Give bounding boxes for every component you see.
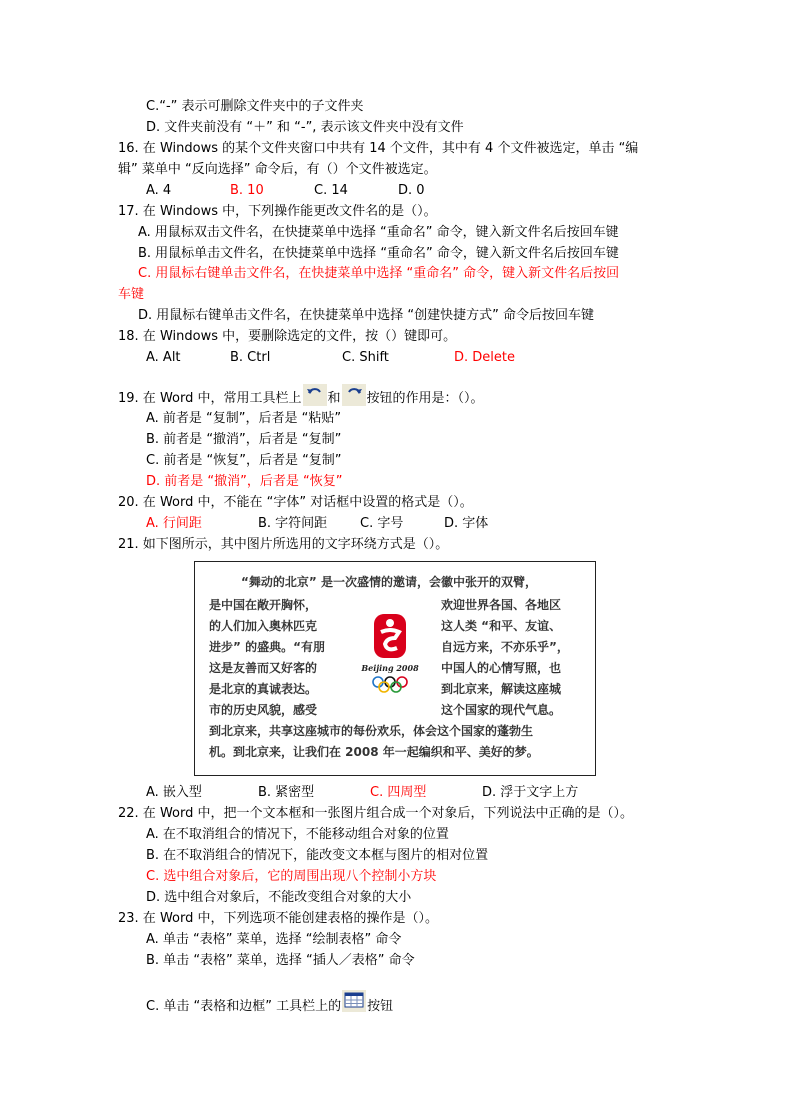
figure-left-1: 是中国在敞开胸怀， xyxy=(209,598,318,612)
q22-option-c: C. 选中组合对象后，它的周围出现八个控制小方块 xyxy=(146,869,437,884)
redo-icon xyxy=(342,384,366,406)
q17-option-b: B. 用鼠标单击文件名，在快捷菜单中选择 “重命名” 命令，键入新文件名后按回车键 xyxy=(138,246,619,261)
q22-option-d: D. 选中组合对象后，不能改变组合对象的大小 xyxy=(146,890,412,905)
q19-stem-after: 按钮的作用是：（）。 xyxy=(366,391,484,406)
q18-option-b: B. Ctrl xyxy=(230,350,271,365)
q18-options xyxy=(146,350,515,366)
q16-option-d: D. 0 xyxy=(398,183,425,198)
q20-options xyxy=(146,516,488,532)
q22-option-a: A. 在不取消组合的情况下，不能移动组合对象的位置 xyxy=(146,827,449,842)
q21-option-b: B. 紧密型 xyxy=(258,785,315,800)
q17-option-a: A. 用鼠标双击文件名，在快捷菜单中选择 “重命名” 命令，键入新文件名后按回车键 xyxy=(138,225,619,240)
q17-option-d: D. 用鼠标右键单击文件名，在快捷菜单中选择 “创建快捷方式” 命令后按回车键 xyxy=(138,308,595,323)
q19-stem-mid: 和 xyxy=(327,391,341,406)
q17-option-c-wrap: 车键 xyxy=(118,287,145,302)
q15-option-c: C.“-” 表示可删除文件夹中的子文件夹 xyxy=(146,99,364,114)
q19-option-b: B. 前者是 “撤消”，后者是 “复制” xyxy=(146,432,342,447)
q16-option-b: B. 10 xyxy=(230,183,264,198)
figure-right-4: 中国人的心情写照，也 xyxy=(441,661,562,675)
q19-stem xyxy=(118,384,484,407)
q21-option-d: D. 浮于文字上方 xyxy=(482,785,579,800)
figure-bottom-2: 机。到北京来，让我们在 2008 年一起编织和平、美好的梦。 xyxy=(209,745,539,759)
q16-option-a: A. 4 xyxy=(146,183,172,198)
q18-stem: 18. 在 Windows 中，要删除选定的文件，按（）键即可。 xyxy=(118,329,457,344)
q16-option-c: C. 14 xyxy=(314,183,348,198)
q23-option-c-before: C. 单击 “表格和边框” 工具栏上的 xyxy=(146,999,342,1014)
q23-option-c-after: 按钮 xyxy=(367,999,394,1014)
q18-option-c: C. Shift xyxy=(342,350,389,365)
q20-option-b: B. 字符间距 xyxy=(258,516,328,531)
figure-line-1: “舞动的北京” 是一次盛情的邀请，会徽中张开的双臂， xyxy=(241,575,537,589)
figure-left-4: 这是友善而又好客的 xyxy=(209,661,318,675)
figure-right-6: 这个国家的现代气息。 xyxy=(441,703,562,717)
q16-options xyxy=(146,183,425,199)
q23-option-a: A. 单击 “表格” 菜单，选择 “绘制表格” 命令 xyxy=(146,932,402,947)
q22-stem: 22. 在 Word 中，把一个文本框和一张图片组合成一个对象后，下列说法中正确的是（）。 xyxy=(118,806,633,821)
q21-option-c: C. 四周型 xyxy=(370,785,427,800)
q23-stem: 23. 在 Word 中，下列选项不能创建表格的操作是（）。 xyxy=(118,911,438,926)
q17-option-c: C. 用鼠标右键单击文件名，在快捷菜单中选择 “重命名” 命令，键入新文件名后按回 xyxy=(138,266,620,281)
q22-option-b: B. 在不取消组合的情况下，能改变文本框与图片的相对位置 xyxy=(146,848,489,863)
q21-stem: 21. 如下图所示，其中图片所选用的文字环绕方式是（）。 xyxy=(118,537,449,552)
undo-icon xyxy=(303,384,327,406)
q17-stem: 17. 在 Windows 中，下列操作能更改文件名的是（）。 xyxy=(118,204,437,219)
q19-stem-before: 19. 在 Word 中，常用工具栏上 xyxy=(118,391,302,406)
q20-stem: 20. 在 Word 中，不能在 “字体” 对话框中设置的格式是（）。 xyxy=(118,495,473,510)
figure-right-1: 欢迎世界各国、各地区 xyxy=(441,598,562,612)
q18-option-d: D. Delete xyxy=(454,350,515,365)
q23-option-b: B. 单击 “表格” 菜单，选择 “插人／表格” 命令 xyxy=(146,953,415,968)
q20-option-d: D. 字体 xyxy=(444,516,489,531)
figure-right-3: 自远方来，不亦乐乎”， xyxy=(441,640,569,654)
figure-right-2: 这人类 “和平、友谊、 xyxy=(441,619,562,633)
q19-option-d: D. 前者是 “撤消”，后者是 “恢复” xyxy=(146,474,343,489)
figure-right-5: 到北京来，解读这座城 xyxy=(441,682,562,696)
q21-option-a: A. 嵌入型 xyxy=(146,785,202,800)
beijing-olympics-logo xyxy=(357,614,423,714)
figure-left-5: 是北京的真诚表达。 xyxy=(209,682,318,696)
text-wrap-figure xyxy=(194,561,596,776)
q18-option-a: A. Alt xyxy=(146,350,181,365)
figure-left-3: 进步” 的盛典。“有朋 xyxy=(209,640,325,654)
q19-option-a: A. 前者是 “复制”，后者是 “粘贴” xyxy=(146,411,342,426)
svg-text:Beijing 2008: Beijing 2008 xyxy=(361,663,419,673)
q21-options xyxy=(146,785,578,801)
q23-option-c xyxy=(146,990,393,1015)
figure-left-6: 市的历史风貌，感受 xyxy=(209,703,318,717)
q16-stem-line1: 16. 在 Windows 的某个文件夹窗口中共有 14 个文件，其中有 4 个文件被选定，单击 “编 xyxy=(118,141,639,156)
q20-option-c: C. 字号 xyxy=(360,516,404,531)
q19-option-c: C. 前者是 “恢复”，后者是 “复制” xyxy=(146,453,342,468)
figure-left-2: 的人们加入奥林匹克 xyxy=(209,619,318,633)
figure-bottom-1: 到北京来，共享这座城市的每份欢乐，体会这个国家的蓬勃生 xyxy=(209,724,534,738)
q15-option-d: D. 文件夹前没有 “＋” 和 “-”, 表示该文件夹中没有文件 xyxy=(146,120,464,135)
insert-table-icon xyxy=(342,990,366,1012)
q20-option-a: A. 行间距 xyxy=(146,516,202,531)
q16-stem-line2: 辑” 菜单中 “反向选择” 命令后，有（）个文件被选定。 xyxy=(118,162,437,177)
